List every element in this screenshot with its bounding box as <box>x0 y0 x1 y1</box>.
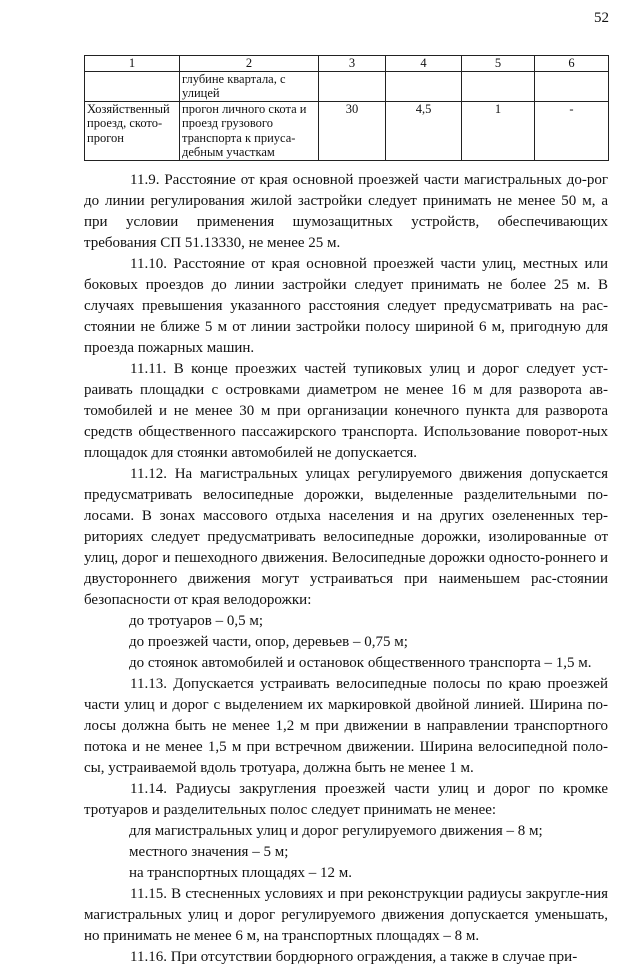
list-item: до тротуаров – 0,5 м; <box>129 613 263 629</box>
table-row <box>85 71 609 101</box>
table-cell: прогон личного скота и проезд грузового транспорта к приуса-дебным участкам <box>180 101 319 160</box>
table-header-cell: 4 <box>386 56 462 72</box>
table-cell <box>386 71 462 101</box>
table-header-cell: 3 <box>319 56 386 72</box>
table-header-cell: 1 <box>85 56 180 72</box>
paragraph-11-16: 11.16. При отсутствии бордюрного ограждения, а также в случае при- <box>130 949 578 965</box>
table-cell <box>535 71 609 101</box>
body-text <box>84 170 608 968</box>
list-item: до стоянок автомобилей и остановок общественного транспорта – 1,5 м. <box>129 655 592 671</box>
table-row <box>85 101 609 160</box>
table-cell: 4,5 <box>386 101 462 160</box>
table-cell: 1 <box>462 101 535 160</box>
paragraph-11-13: 11.13. Допускается устраивать велосипедные полосы по краю проезжей части улиц и дорог с выделением их маркировкой двойной линией. Ширина по-лосы должна быть не менее 1,2 м при движении в направлении транспортного потока и не менее 1,5 м при встречном движении. Ширина велосипедной поло-сы, устраиваемой вдоль тротуара, должна быть не менее 1 м. <box>84 676 608 776</box>
table-cell: - <box>535 101 609 160</box>
paragraph-11-11: 11.11. В конце проезжих частей тупиковых улиц и дорог следует уст-раивать площадки с островками диаметром не менее 16 м для разворота ав-томобилей и не менее 30 м при организации конечного пункта для разворота средств общественного пассажирского транспорта. Использование поворот-ных площадок для стоянки автомобилей не допускается. <box>84 361 608 461</box>
paragraph-11-12: 11.12. На магистральных улицах регулируемого движения допускается предусматривать велосипедные дорожки, выделенные разделительными по-лосами. В зонах массового отдыха населения и на других озелененных тер-риториях следует предусматривать велосипедные дорожки, изолированные от улиц, дорог и пешеходного движения. Велосипедные дорожки односто-роннего и двустороннего движения могут устраиваться при наименьшем рас-стоянии безопасности от края велодорожки: <box>84 466 608 608</box>
paragraph-11-10: 11.10. Расстояние от края основной проезжей части улиц, местных или боковых проездов до линии застройки следует принимать не более 25 м. В случаях превышения указанного расстояния следует предусматривать на рас-стоянии не ближе 5 м от линии застройки полосу шириной 6 м, пригодную для проезда пожарных машин. <box>84 256 608 356</box>
table-cell <box>462 71 535 101</box>
list-item: до проезжей части, опор, деревьев – 0,75 м; <box>129 634 408 650</box>
table-cell: глубине квартала, с улицей <box>180 71 319 101</box>
table-cell <box>319 71 386 101</box>
table-header-row <box>85 56 609 72</box>
list-item: местного значения – 5 м; <box>129 844 289 860</box>
data-table <box>84 55 609 161</box>
list-item: для магистральных улиц и дорог регулируемого движения – 8 м; <box>129 823 543 839</box>
table-cell: 30 <box>319 101 386 160</box>
table-header-cell: 5 <box>462 56 535 72</box>
table-header-cell: 2 <box>180 56 319 72</box>
table-cell <box>85 71 180 101</box>
paragraph-11-15: 11.15. В стесненных условиях и при реконструкции радиусы закругле-ния магистральных улиц и дорог регулируемого движения допускается уменьшать, но принимать не менее 6 м, на транспортных площадях – 8 м. <box>84 886 608 944</box>
table-header-cell: 6 <box>535 56 609 72</box>
list-item: на транспортных площадях – 12 м. <box>129 865 353 881</box>
paragraph-11-14: 11.14. Радиусы закругления проезжей части улиц и дорог по кромке тротуаров и разделительных полос следует принимать не менее: <box>84 781 608 818</box>
table-cell: Хозяйственный проезд, ското-прогон <box>85 101 180 160</box>
page-number: 52 <box>594 10 609 26</box>
paragraph-11-9: 11.9. Расстояние от края основной проезжей части магистральных до-рог до линии регулирования жилой застройки следует принимать не менее 50 м, а при условии применения шумозащитных устройств, обеспечивающих требования СП 51.13330, не менее 25 м. <box>84 172 608 251</box>
